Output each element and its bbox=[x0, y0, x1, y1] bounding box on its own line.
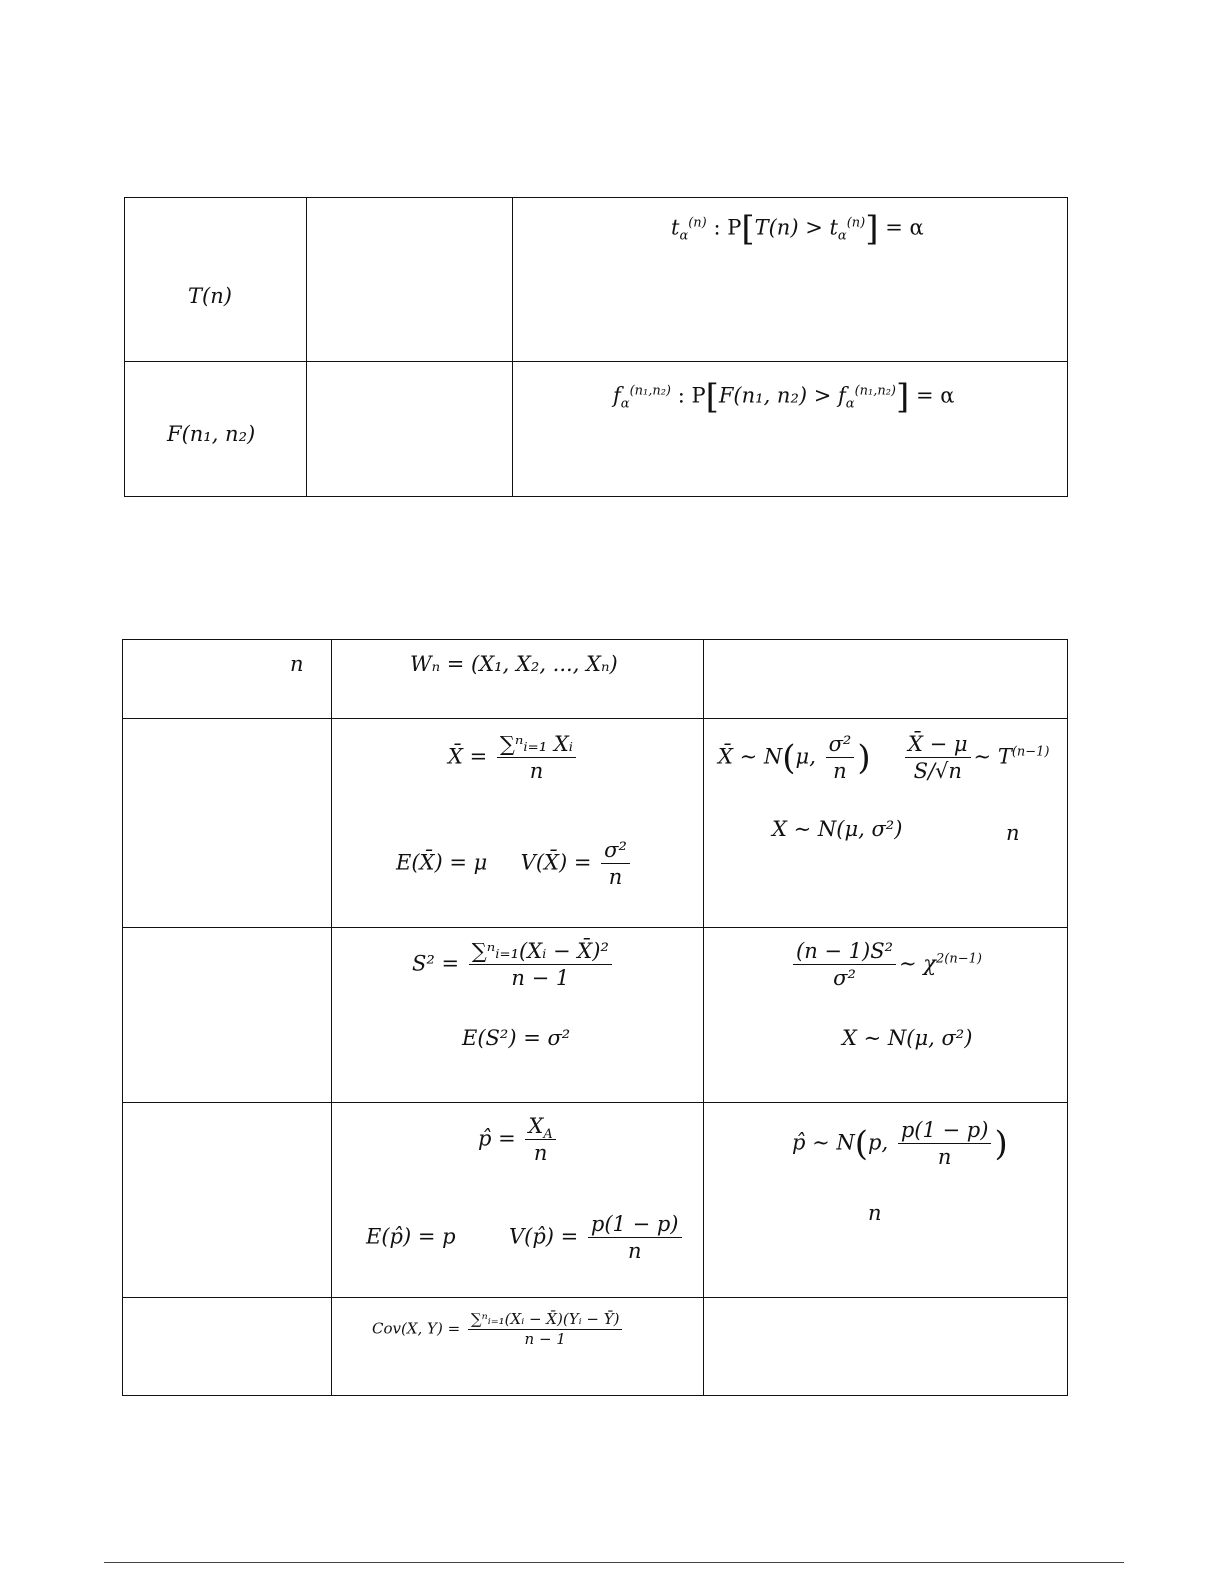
mean-sampling-distribution: X̄ ∼ N(μ, $\frac{\text{σ²}}{n}$ ) bbox=[718, 732, 871, 784]
critical-values-table bbox=[124, 197, 1068, 497]
proportion-sampling-distribution: p̂ ∼ N(p, $\frac{p(1 - p)}{n}$ ) bbox=[792, 1118, 1008, 1170]
table-cell bbox=[125, 362, 307, 497]
table-row bbox=[125, 198, 1068, 362]
table-cell bbox=[513, 362, 1068, 497]
critical-value-definition: $f_\alpha^{(n_1,n_2)}$ : P[F(n₁, $n_2) > f_\alpha^{(n_1,n_2)}] = \alpha$ bbox=[613, 377, 955, 417]
table-cell bbox=[704, 719, 1068, 928]
page-footer-rule bbox=[104, 1562, 1124, 1563]
table-cell bbox=[123, 1298, 332, 1396]
table-cell bbox=[704, 1103, 1068, 1298]
table-cell bbox=[332, 719, 704, 928]
table-row bbox=[123, 928, 1068, 1103]
sample-size-symbol: n bbox=[290, 652, 304, 676]
critical-value-definition: $t_\alpha^{(n)}$ : $P[T(n) > t_\alpha^{(n)}] = \alpha$ bbox=[671, 209, 924, 249]
table-cell bbox=[704, 1298, 1068, 1396]
population-normal-assumption: X ∼ N(μ, σ²) bbox=[842, 1026, 973, 1050]
table-cell bbox=[704, 928, 1068, 1103]
sample-definition: Wₙ = (X₁, X₂, ..., Xₙ) bbox=[410, 652, 618, 676]
table-row bbox=[123, 1103, 1068, 1298]
table-cell bbox=[123, 1103, 332, 1298]
table-cell bbox=[125, 198, 307, 362]
sampling-statistics-table bbox=[122, 639, 1068, 1396]
distribution-name: F(n₁, n₂) bbox=[167, 422, 256, 446]
sample-mean-formula: X̄ = $\frac{\text{∑ⁿᵢ₌₁ Xᵢ}}{n}$ bbox=[448, 731, 579, 785]
table-row bbox=[123, 719, 1068, 928]
table-row bbox=[123, 1298, 1068, 1396]
table-cell bbox=[307, 198, 513, 362]
t-statistic: $\frac{X̄ - \mu}{S/√n}$ ∼ $T^{(n-1)}$ bbox=[902, 731, 1050, 785]
table-cell bbox=[332, 1103, 704, 1298]
table-cell bbox=[332, 928, 704, 1103]
sample-covariance-formula: Cov(X, Y) = $\frac{\text{∑ⁿᵢ₌₁(Xᵢ − X̄)(Yᵢ − Ȳ)}}{n - 1}$ bbox=[372, 1310, 625, 1349]
sample-size-symbol: n bbox=[1006, 821, 1020, 845]
mean-expectation: E(X̄) = μ V(X̄) = $\frac{\text{σ²}}{n}$ bbox=[396, 837, 633, 891]
sample-size-symbol: n bbox=[868, 1201, 882, 1225]
table-cell bbox=[332, 640, 704, 719]
variance-expectation: E(S²) = σ² bbox=[462, 1026, 571, 1050]
distribution-name: T(n) bbox=[188, 284, 232, 308]
sample-proportion-formula: p̂ = $\frac{X_A}{n}$ bbox=[478, 1113, 559, 1167]
table-cell bbox=[513, 198, 1068, 362]
proportion-expectation: E(p̂) = p V(p̂) = $\frac{p(1 - p)}{n}$ bbox=[366, 1211, 685, 1265]
table-cell bbox=[123, 928, 332, 1103]
sample-variance-formula: S² = $\frac{\text{∑ⁿᵢ₌₁(Xᵢ − X̄)²}}{n - 1}$ bbox=[412, 938, 615, 992]
table-cell bbox=[704, 640, 1068, 719]
table-cell bbox=[332, 1298, 704, 1396]
table-row bbox=[123, 640, 1068, 719]
population-normal-assumption: X ∼ N(μ, σ²) bbox=[772, 817, 903, 841]
table-cell bbox=[123, 719, 332, 928]
chi-square-statistic: $\frac{\text{(n − 1)S²}}{\text{σ²}}$ ∼ $\chi^{2(n-1)}$ bbox=[790, 938, 982, 992]
table-row bbox=[125, 362, 1068, 497]
table-cell bbox=[307, 362, 513, 497]
table-cell bbox=[123, 640, 332, 719]
